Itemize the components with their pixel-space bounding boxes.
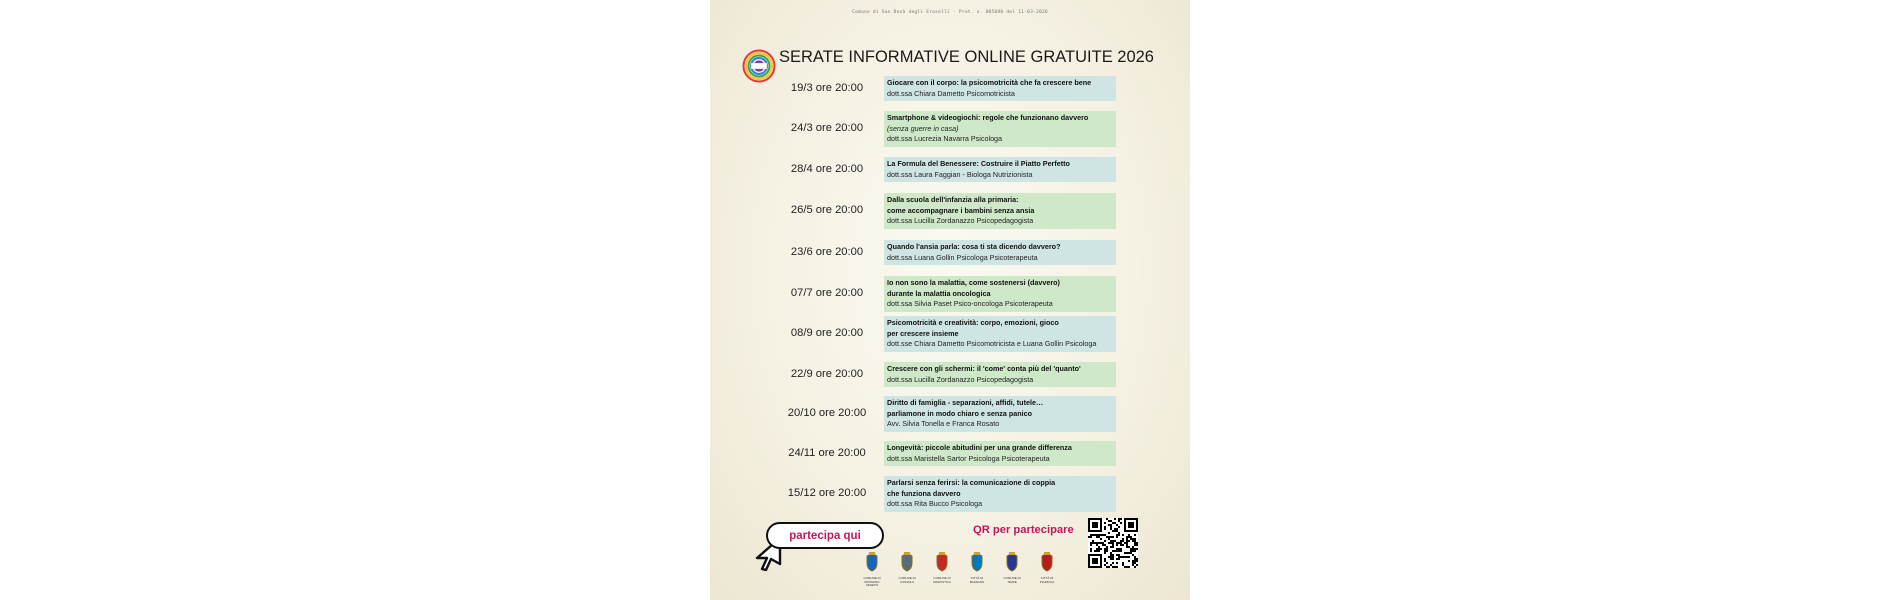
event-title: Giocare con il corpo: la psicomotricità che fa crescere bene <box>887 78 1092 87</box>
event-subtitle: (senza guerre in casa) <box>887 123 959 133</box>
event-date: 24/3 ore 20:00 <box>790 122 864 134</box>
page-title: SERATE INFORMATIVE ONLINE GRATUITE 2026 <box>779 48 1154 66</box>
event-row <box>710 476 1190 512</box>
event-details <box>884 193 1116 229</box>
event-title: Smartphone & videogiochi: regole che funzionano davvero <box>887 113 1089 122</box>
municipality-crest <box>860 552 884 588</box>
event-speaker: Avv. Silvia Tonella e Franca Rosato <box>887 419 1000 428</box>
event-title: Diritto di famiglia - separazioni, affidi, tutele… <box>887 398 1044 407</box>
event-speaker: dott.ssa Rita Bucco Psicologa <box>887 499 983 508</box>
event-speaker: dott.ssa Lucilla Zordanazzo Psicopedagogista <box>887 374 1034 384</box>
event-details <box>884 362 1116 387</box>
event-title: Quando l'ansia parla: cosa ti sta dicendo davvero? <box>887 242 1061 251</box>
crest-shield-icon <box>934 552 950 572</box>
event-details <box>884 316 1116 352</box>
crest-caption: COMUNE DI ROSSANO VENETO <box>863 576 881 587</box>
event-row <box>710 276 1190 312</box>
crest-shield-icon <box>899 552 915 572</box>
event-speaker: dott.ssa Maristella Sartor Psicologa Psicoterapeuta <box>887 453 1050 463</box>
event-date: 24/11 ore 20:00 <box>788 446 866 459</box>
crest-caption: CITTÀ DI BASSANO <box>969 576 985 584</box>
crest-shield-icon <box>864 552 880 572</box>
qr-label: QR per partecipare <box>973 524 1074 536</box>
event-date: 28/4 ore 20:00 <box>790 162 864 175</box>
crest-shield-icon <box>969 552 985 572</box>
event-row <box>710 157 1190 182</box>
crest-caption: COMUNE DI CASSOLA <box>898 576 916 584</box>
event-speaker: dott.ssa Luana Gollin Psicologa Psicoterapeuta <box>887 252 1038 262</box>
event-details <box>884 76 1116 101</box>
event-date: 20/10 ore 20:00 <box>787 407 867 419</box>
municipality-crest <box>895 552 919 584</box>
event-date: 22/9 ore 20:00 <box>790 367 864 380</box>
event-row <box>710 240 1190 265</box>
event-speaker: dott.ssa Lucrezia Navarra Psicologa <box>887 134 1003 143</box>
event-title: Psicomotricità e creatività: corpo, emozioni, gioco <box>887 318 1059 327</box>
event-row <box>710 316 1190 352</box>
poster <box>710 0 1190 600</box>
event-title: La Formula del Benessere: Costruire il Piatto Perfetto <box>887 159 1070 168</box>
crest-caption: COMUNE DI MAROSTICA <box>933 576 951 584</box>
event-row <box>710 362 1190 387</box>
event-date: 26/5 ore 20:00 <box>790 204 864 216</box>
event-row <box>710 76 1190 101</box>
event-title: per crescere insieme <box>887 328 959 338</box>
event-details <box>884 111 1116 147</box>
event-speaker: dott.ssa Chiara Dametto Psicomotricista <box>887 88 1015 98</box>
event-title: che funziona davvero <box>887 488 961 498</box>
event-date: 15/12 ore 20:00 <box>787 487 867 499</box>
event-title: Longevità: piccole abitudini per una grande differenza <box>887 443 1072 452</box>
event-details <box>884 276 1116 312</box>
event-row <box>710 111 1190 147</box>
event-date: 08/9 ore 20:00 <box>790 327 864 339</box>
event-details <box>884 157 1116 182</box>
event-date: 23/6 ore 20:00 <box>790 245 864 258</box>
event-details <box>884 441 1116 466</box>
participate-button-label: partecipa qui <box>789 529 861 542</box>
municipality-crest <box>930 552 954 584</box>
municipality-crest <box>965 552 989 584</box>
event-details <box>884 240 1116 265</box>
event-title: Crescere con gli schermi: il 'come' conta più del 'quanto' <box>887 364 1081 373</box>
event-row <box>710 193 1190 229</box>
event-row <box>710 441 1190 466</box>
event-speaker: dott.sse Chiara Dametto Psicomotricista e Luana Gollin Psicologa <box>887 339 1097 348</box>
event-details <box>884 396 1116 432</box>
protocol-stamp: Comune di San Donà degli Eroselli - Prot. n. 005090 del 11-03-2026 <box>852 10 1048 15</box>
event-title: Io non sono la malattia, come sostenersi (davvero) <box>887 278 1060 287</box>
event-speaker: dott.ssa Lucilla Zordanazzo Psicopedagogista <box>887 216 1034 225</box>
crest-caption: CITTÀ DI PIAZZOLA <box>1039 576 1055 584</box>
event-title: come accompagnare i bambini senza ansia <box>887 205 1035 215</box>
event-speaker: dott.ssa Silvia Paset Psico-oncologa Psicoterapeuta <box>887 299 1053 308</box>
event-title: Parlarsi senza ferirsi: la comunicazione di coppia <box>887 478 1056 487</box>
event-date: 07/7 ore 20:00 <box>790 287 864 299</box>
qr-code[interactable] <box>1088 518 1138 568</box>
event-title: parliamone in modo chiaro e senza panico <box>887 408 1032 418</box>
crest-shield-icon <box>1039 552 1055 572</box>
municipality-crest <box>1000 552 1024 584</box>
crest-shield-icon <box>1004 552 1020 572</box>
event-speaker: dott.ssa Laura Faggian - Biologa Nutrizionista <box>887 169 1033 179</box>
event-date: 19/3 ore 20:00 <box>790 81 864 94</box>
crest-caption: COMUNE DI TEZZE <box>1003 576 1021 584</box>
event-title: Dalla scuola dell'infanzia alla primaria: <box>887 195 1019 204</box>
participate-button[interactable] <box>766 522 884 549</box>
municipality-crest <box>1035 552 1059 584</box>
event-details <box>884 476 1116 512</box>
event-row <box>710 396 1190 432</box>
event-title: durante la malattia oncologica <box>887 288 991 298</box>
